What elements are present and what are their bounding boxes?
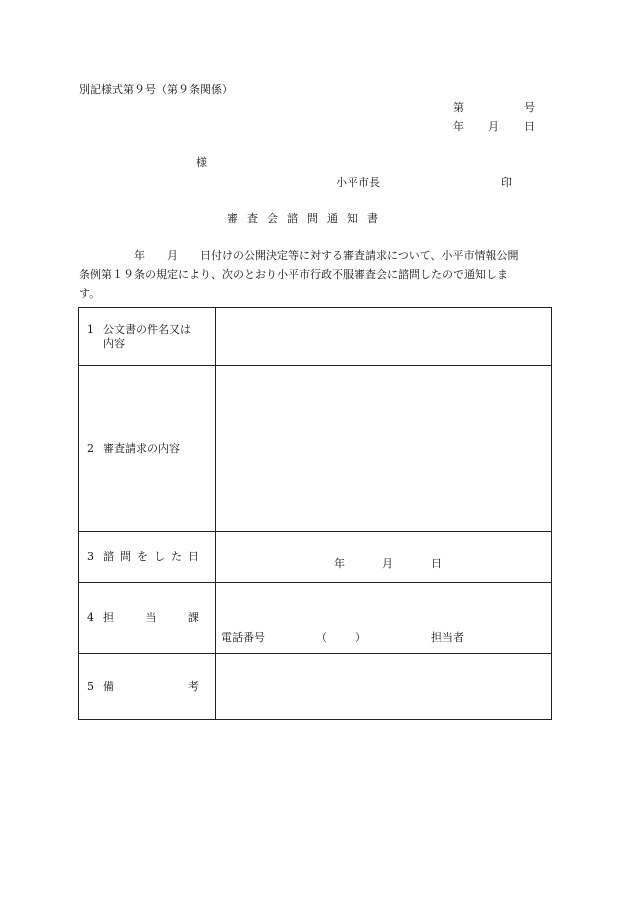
table-row-inquiry-date [79, 532, 552, 583]
table-row-department [79, 583, 552, 654]
label-inquiry-date [79, 532, 216, 583]
label-document-title [79, 308, 216, 366]
label-char: 考 [188, 679, 199, 693]
label-char: 課 [188, 611, 199, 624]
label-text: 公文書の件名又は [103, 322, 191, 336]
label-text-cont: 内容 [103, 336, 125, 350]
inquiry-month-label: 月 [382, 557, 393, 570]
doc-number-suffix: 号 [524, 101, 535, 114]
value-request-content[interactable] [216, 366, 552, 532]
table-row-request-content [79, 366, 552, 532]
inquiry-year-label: 年 [334, 557, 345, 570]
row-number: 4 [87, 611, 94, 624]
label-remarks [79, 654, 216, 720]
label-request-content [79, 366, 216, 532]
value-department[interactable] [216, 583, 552, 654]
phone-paren-close: ） [355, 631, 366, 644]
notice-table [78, 307, 552, 720]
addressee-suffix: 様 [196, 156, 207, 169]
row-number: 2 [87, 441, 94, 455]
label-department [79, 583, 216, 654]
label-char: 当 [145, 611, 157, 624]
row-number: 1 [87, 322, 94, 336]
table-row-remarks [79, 654, 552, 720]
inquiry-day-label: 日 [431, 557, 442, 570]
sender-name: 小平市長 [336, 176, 380, 189]
label-char: た [171, 550, 182, 563]
row-number: 5 [87, 679, 94, 693]
form-number: 別記様式第９号（第９条関係） [79, 83, 233, 96]
label-text: 審査請求の内容 [103, 441, 180, 455]
date-year-label: 年 [453, 120, 464, 133]
value-document-title[interactable] [216, 308, 552, 366]
date-day-label: 日 [524, 120, 535, 133]
label-char: 日 [188, 550, 199, 563]
label-char: し [154, 550, 165, 563]
person-label: 担当者 [431, 631, 464, 644]
body-line-2: 条例第１９条の規定により、次のとおり小平市行政不服審査会に諮問したので通知しま [79, 268, 508, 281]
value-remarks[interactable] [216, 654, 552, 720]
value-inquiry-date[interactable] [216, 532, 552, 583]
label-char: を [137, 550, 148, 563]
document-title: 審査会諮問通知書 [227, 212, 387, 225]
label-char: 諮 [103, 550, 114, 563]
seal-mark: 印 [501, 176, 512, 189]
label-char: 備 [103, 679, 114, 693]
doc-number-prefix: 第 [453, 101, 464, 114]
body-line-1: 年 月 日付けの公開決定等に対する審査請求について、小平市情報公開 [79, 249, 519, 262]
label-char: 問 [120, 550, 131, 563]
phone-label: 電話番号 [221, 631, 265, 644]
table-row-document-title [79, 308, 552, 366]
phone-paren-open: （ [316, 631, 327, 644]
body-line-3: す。 [79, 287, 101, 300]
body-paragraph [79, 246, 553, 303]
label-char: 担 [103, 611, 114, 624]
row-number: 3 [87, 550, 94, 563]
date-month-label: 月 [488, 120, 499, 133]
